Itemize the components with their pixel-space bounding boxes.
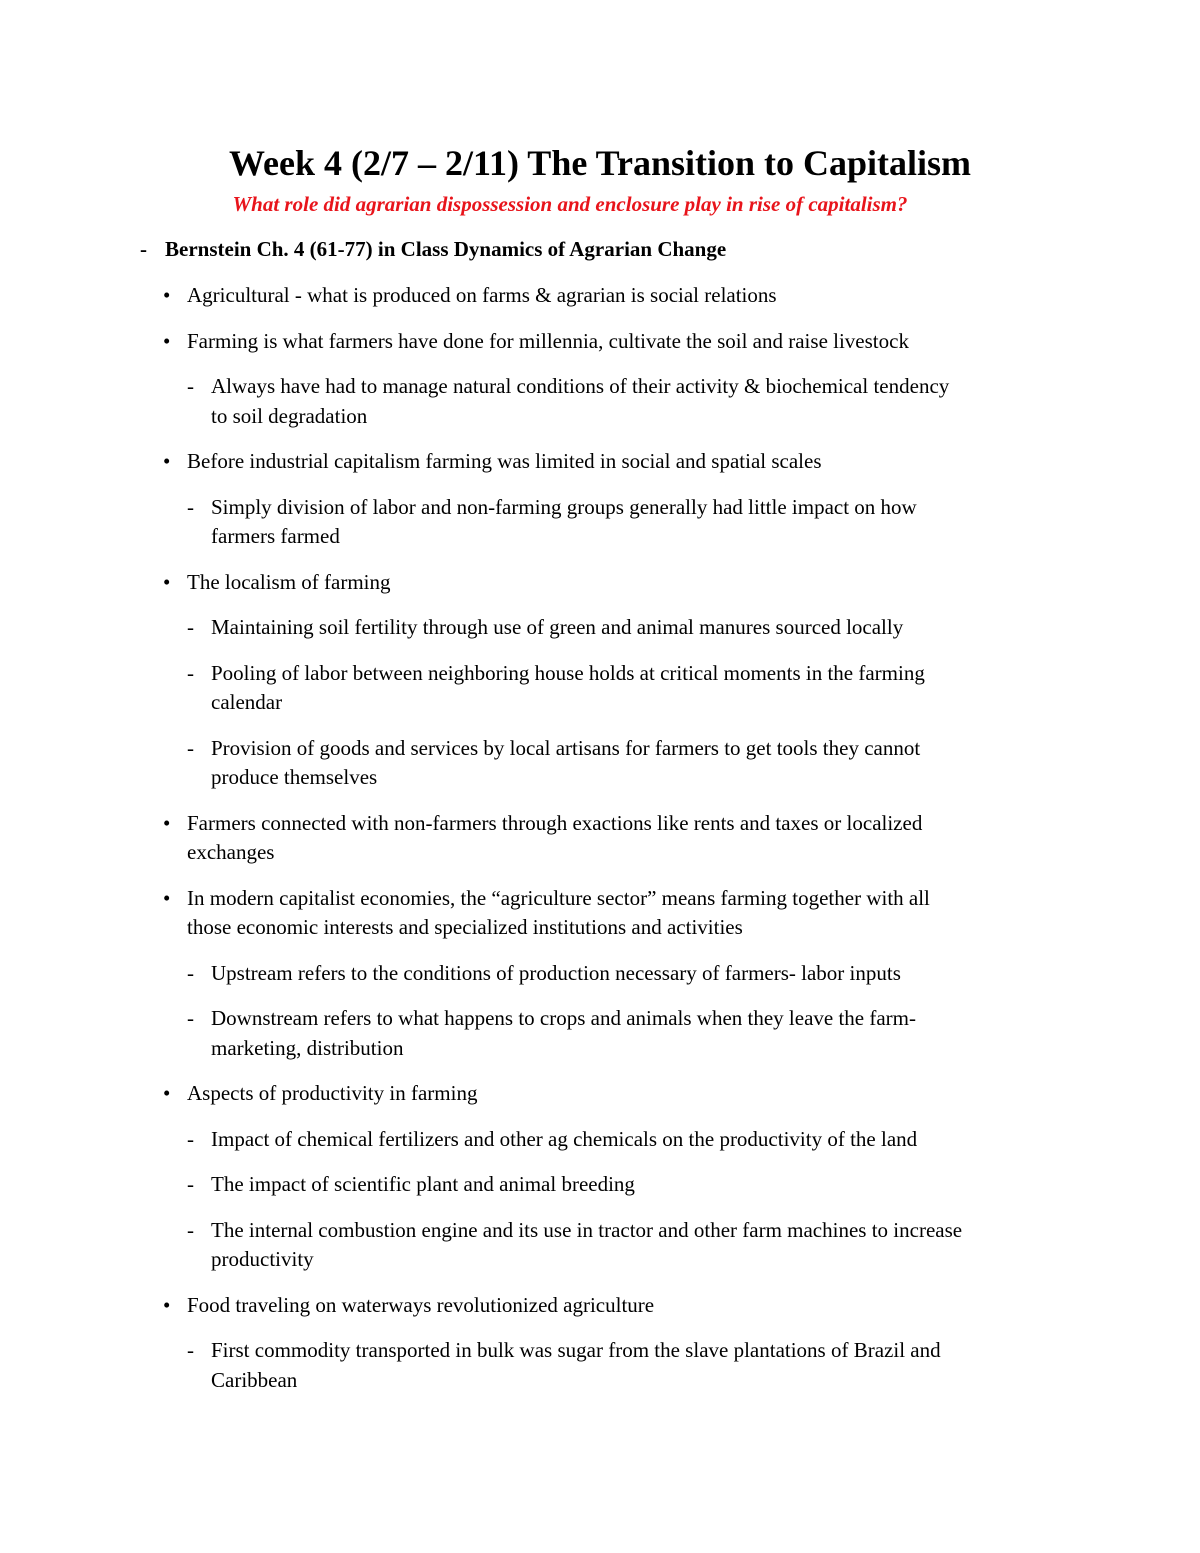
dash-marker: - xyxy=(187,1006,194,1030)
sub-item-text: Upstream refers to the conditions of production necessary of farmers- labor inputs xyxy=(211,960,901,985)
dash-marker: - xyxy=(187,1172,194,1196)
bullet-marker: • xyxy=(163,449,171,473)
dash-marker: - xyxy=(187,1338,194,1362)
sub-item-text: Impact of chemical fertilizers and other ag chemicals on the productivity of the land xyxy=(211,1126,918,1151)
sub-item-text: marketing, distribution xyxy=(211,1035,404,1060)
page-title: Week 4 (2/7 – 2/11) The Transition to Capitalism xyxy=(228,143,972,183)
bullet-item-text: Before industrial capitalism farming was limited in social and spatial scales xyxy=(187,449,822,473)
sub-item-text: farmers farmed xyxy=(211,524,340,548)
bullet-marker: • xyxy=(163,885,171,910)
bullet-marker: • xyxy=(163,569,171,594)
sub-item-text: calendar xyxy=(211,690,283,714)
bullet-marker: • xyxy=(163,283,171,307)
sub-item-text: Maintaining soil fertility through use of green and animal manures sourced locally xyxy=(211,615,904,639)
dash-marker: - xyxy=(187,494,194,519)
sub-item-text: The impact of scientific plant and animal breeding xyxy=(211,1172,635,1196)
sub-item-text: The internal combustion engine and its use in tractor and other farm machines to increase xyxy=(211,1217,963,1242)
sub-item-text: productivity xyxy=(211,1247,314,1271)
sub-item-text: Caribbean xyxy=(211,1367,298,1392)
bullet-item-text: Aspects of productivity in farming xyxy=(187,1081,478,1105)
bullet-item-text: Farming is what farmers have done for millennia, cultivate the soil and raise livestock xyxy=(187,328,909,353)
dash-marker: - xyxy=(187,1126,194,1151)
dash-marker: - xyxy=(187,374,194,398)
dash-marker: - xyxy=(187,735,194,760)
sub-item-text: Downstream refers to what happens to crops and animals when they leave the farm- xyxy=(211,1006,917,1030)
bullet-item-text: Agricultural - what is produced on farms & agrarian is social relations xyxy=(187,283,777,307)
bullet-item-text: Food traveling on waterways revolutionized agriculture xyxy=(187,1292,655,1317)
bullet-item-text: The localism of farming xyxy=(187,569,391,594)
dash-marker: - xyxy=(187,615,194,639)
bullet-marker: • xyxy=(163,810,171,835)
dash-marker: - xyxy=(187,1217,194,1242)
heading-dash-marker: - xyxy=(140,237,147,261)
bullet-marker: • xyxy=(163,1292,171,1317)
bullet-item-text: exchanges xyxy=(187,840,275,864)
dash-marker: - xyxy=(187,660,194,685)
dash-marker: - xyxy=(187,960,194,985)
bullet-marker: • xyxy=(163,328,171,353)
sub-item-text: Provision of goods and services by local artisans for farmers to get tools they cannot xyxy=(211,735,921,760)
sub-item-text: produce themselves xyxy=(211,765,378,789)
bullet-item-text: those economic interests and specialized institutions and activities xyxy=(187,915,743,939)
sub-item-text: Simply division of labor and non-farming groups generally had little impact on how xyxy=(211,494,917,519)
sub-item-text: to soil degradation xyxy=(211,403,368,428)
bullet-item-text: Farmers connected with non-farmers through exactions like rents and taxes or localized xyxy=(187,810,923,835)
sub-item-text: Pooling of labor between neighboring house holds at critical moments in the farming xyxy=(211,660,925,685)
bullet-item-text: In modern capitalist economies, the “agriculture sector” means farming together with all xyxy=(187,885,930,910)
bullet-marker: • xyxy=(163,1081,171,1105)
sub-item-text: Always have had to manage natural conditions of their activity & biochemical tendency xyxy=(211,374,950,398)
section-heading: Bernstein Ch. 4 (61-77) in Class Dynamics of Agrarian Change xyxy=(165,237,727,261)
sub-item-text: First commodity transported in bulk was sugar from the slave plantations of Brazil and xyxy=(211,1338,941,1362)
page-subtitle: What role did agrarian dispossession and enclosure play in rise of capitalism? xyxy=(232,192,908,216)
